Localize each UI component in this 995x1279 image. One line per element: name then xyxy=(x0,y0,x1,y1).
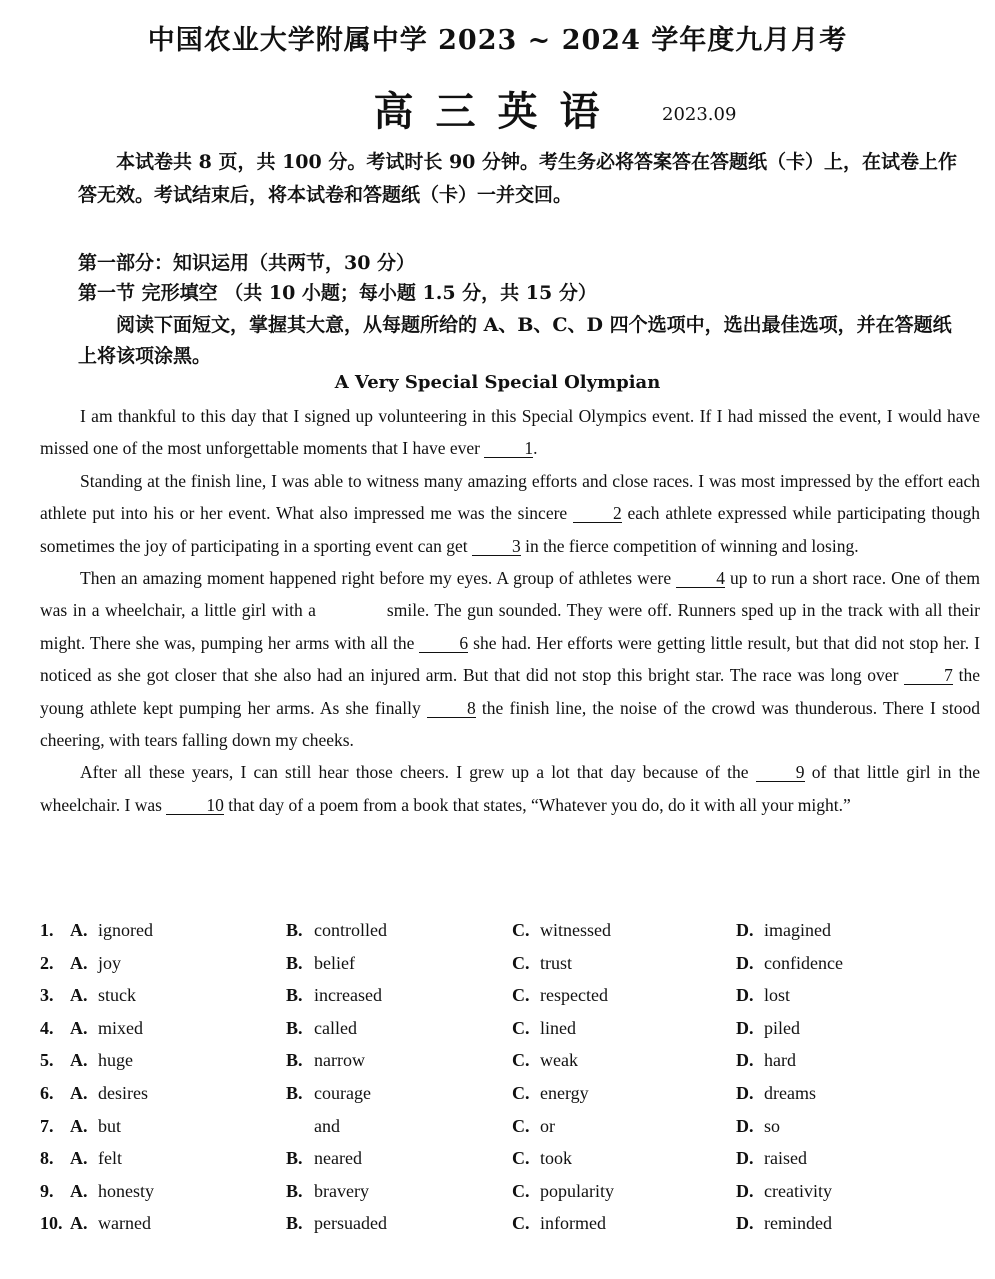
option-b[interactable]: B. bravery xyxy=(286,1180,369,1201)
passage-paragraph: Standing at the finish line, I was able to witness many amazing efforts and close races. I was most impressed by the effort each athlete put into his or her event. What also impressed me was the sincere 2 each athlete expressed while participating though sometimes the joy of participating in a sporting event can get 3 in the fierce competition of winning and losing. xyxy=(40,470,980,556)
option-a[interactable]: A. felt xyxy=(70,1148,122,1169)
option-b[interactable]: B. narrow xyxy=(286,1050,365,1071)
option-a[interactable]: A. stuck xyxy=(70,985,136,1006)
blank-6: 6 xyxy=(419,634,468,653)
option-d[interactable]: D. dreams xyxy=(736,1082,816,1103)
option-b[interactable]: B. called xyxy=(286,1017,357,1038)
blank-8: 8 xyxy=(427,699,476,718)
blank-10: 10 xyxy=(166,796,224,815)
option-b[interactable]: and xyxy=(314,1115,340,1136)
question-number: 7. xyxy=(40,1115,54,1136)
option-c[interactable]: C. respected xyxy=(512,985,608,1006)
option-d[interactable]: D. confidence xyxy=(736,952,843,973)
question-number: 8. xyxy=(40,1148,54,1169)
question-row xyxy=(40,953,980,986)
passage-paragraph: After all these years, I can still hear those cheers. I grew up a lot that day because of the 9 of that little girl in the wheelchair. I was 10 that day of a poem from a book that states, “Whatever you do, do it with all your might.” xyxy=(40,762,980,815)
option-b[interactable]: B. belief xyxy=(286,952,355,973)
option-d[interactable]: D. imagined xyxy=(736,920,831,940)
option-b[interactable]: B. controlled xyxy=(286,920,387,940)
question-row xyxy=(40,1018,980,1051)
section-directions: 阅读下面短文，掌握其大意，从每题所给的 A、B、C、D 四个选项中，选出最佳选项，并在答题纸上将该项涂黑。 xyxy=(78,314,952,367)
option-d[interactable]: D. piled xyxy=(736,1017,800,1038)
option-c[interactable]: C. trust xyxy=(512,952,573,973)
question-number: 2. xyxy=(40,952,54,973)
option-c[interactable]: C. popularity xyxy=(512,1180,614,1201)
question-row xyxy=(40,1181,980,1214)
question-number: 6. xyxy=(40,1082,54,1103)
exam-school-title: 中国农业大学附属中学 2023 ~ 2024 学年度九月月考 xyxy=(147,25,848,56)
option-c[interactable]: C. took xyxy=(512,1148,573,1169)
option-a[interactable]: A. warned xyxy=(70,1213,151,1234)
exam-date: 2023.09 xyxy=(662,104,737,125)
option-c[interactable]: C. or xyxy=(512,1115,555,1136)
exam-notice: 本试卷共 8 页，共 100 分。考试时长 90 分钟。考生务必将答案答在答题纸（卡）上，在试卷上作答无效。考试结束后，将本试卷和答题纸（卡）一并交回。 xyxy=(78,151,958,206)
passage-title: A Very Special Special Olympian xyxy=(334,372,661,393)
exam-subject-title: 高三英语 xyxy=(373,88,622,135)
question-number: 3. xyxy=(40,985,54,1006)
option-b[interactable]: B. neared xyxy=(286,1148,362,1169)
question-row xyxy=(40,920,980,953)
blank-2: 2 xyxy=(573,504,622,523)
question-number: 10. xyxy=(40,1213,63,1234)
question-row xyxy=(40,1213,980,1246)
blank-9: 9 xyxy=(756,763,805,782)
question-number: 1. xyxy=(40,920,54,940)
option-a[interactable]: A. desires xyxy=(70,1082,148,1103)
option-d[interactable]: D. so xyxy=(736,1115,781,1136)
option-a[interactable]: A. huge xyxy=(70,1050,133,1071)
option-b[interactable]: B. increased xyxy=(286,985,382,1006)
question-row xyxy=(40,1050,980,1083)
option-b[interactable]: B. courage xyxy=(286,1082,371,1103)
option-d[interactable]: D. creativity xyxy=(736,1180,832,1201)
passage-paragraph: Then an amazing moment happened right before my eyes. A group of athletes were 4 up to run a short race. One of them was in a wheelchair, a little girl with a smile. The gun sounded. They were off. Runners sped up in the track with all their might. There she was, pumping her arms with all the 6 she had. Her efforts were getting little result, but that did not stop her. I noticed as she got closer that she also had an injured arm. But that did not stop this bright star. The race was long over 7 the young athlete kept pumping her arms. As she finally 8 the finish line, the noise of the crowd was thunderous. There I stood cheering, with tears falling down my cheeks. xyxy=(40,568,981,751)
question-row xyxy=(40,1083,980,1116)
option-c[interactable]: C. informed xyxy=(512,1213,606,1234)
part-heading: 第一部分：知识运用（共两节，30 分） xyxy=(78,252,416,274)
option-a[interactable]: A. ignored xyxy=(70,920,153,940)
blank-3: 3 xyxy=(472,537,521,556)
question-number: 5. xyxy=(40,1050,54,1071)
option-c[interactable]: C. lined xyxy=(512,1017,576,1038)
blank-7: 7 xyxy=(904,666,953,685)
question-row xyxy=(40,1148,980,1181)
option-c[interactable]: C. witnessed xyxy=(512,920,611,940)
question-row xyxy=(40,1116,980,1149)
option-d[interactable]: D. reminded xyxy=(736,1213,832,1234)
blank-4: 4 xyxy=(676,569,725,588)
option-c[interactable]: C. energy xyxy=(512,1082,589,1103)
option-d[interactable]: D. hard xyxy=(736,1050,796,1071)
question-row xyxy=(40,985,980,1018)
option-a[interactable]: A. but xyxy=(70,1115,122,1136)
cloze-passage xyxy=(40,400,980,821)
section-heading: 第一节 完形填空 （共 10 小题；每小题 1.5 分，共 15 分） xyxy=(78,282,597,304)
option-b[interactable]: B. persuaded xyxy=(286,1213,387,1234)
option-d[interactable]: D. lost xyxy=(736,985,791,1006)
passage-paragraph: I am thankful to this day that I signed up volunteering in this Special Olympics event. If I had missed the event, I would have missed one of the most unforgettable moments that I have ever 1. xyxy=(40,406,980,459)
question-number: 9. xyxy=(40,1180,54,1201)
answer-options xyxy=(40,920,980,1246)
option-a[interactable]: A. joy xyxy=(70,952,122,973)
option-a[interactable]: A. honesty xyxy=(70,1180,154,1201)
option-d[interactable]: D. raised xyxy=(736,1148,807,1169)
option-c[interactable]: C. weak xyxy=(512,1050,578,1071)
question-number: 4. xyxy=(40,1017,54,1038)
blank-1: 1 xyxy=(484,439,533,458)
option-a[interactable]: A. mixed xyxy=(70,1017,143,1038)
